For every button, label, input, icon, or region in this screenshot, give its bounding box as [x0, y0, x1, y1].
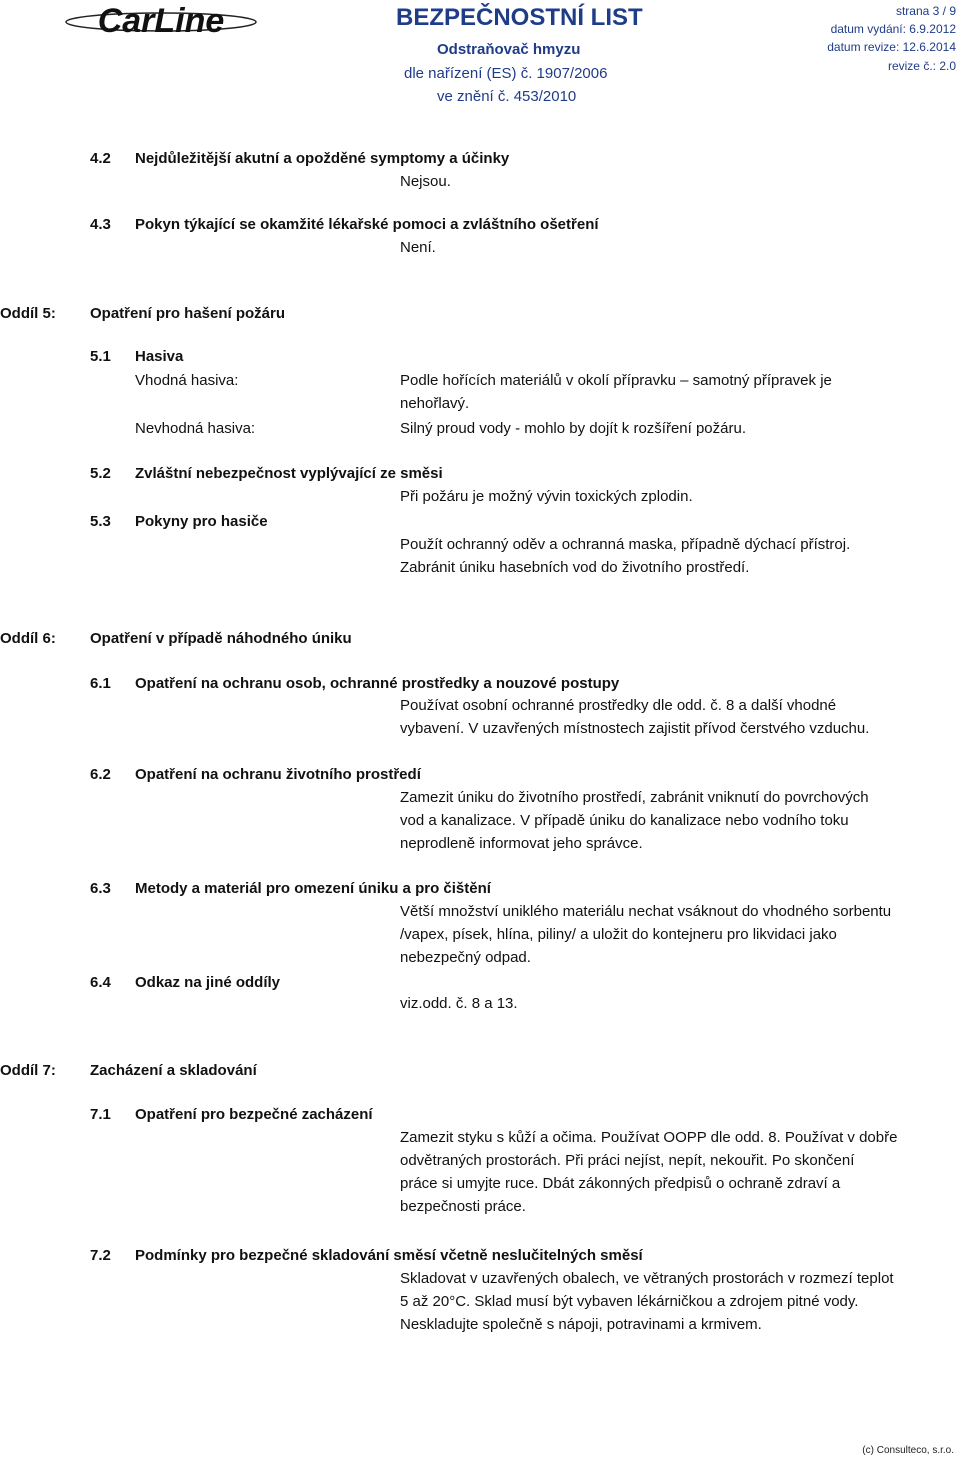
text-line: odvětraných prostorách. Při práci nejíst, nepít, nekouřit. Po skončení — [400, 1152, 855, 1169]
subsection-number: 7.1 — [90, 1106, 111, 1123]
revision-number: revize č.: 2.0 — [887, 59, 956, 73]
issue-date: datum vydání: 6.9.2012 — [830, 22, 956, 36]
subsection-number: 6.4 — [90, 974, 111, 991]
text-line: viz.odd. č. 8 a 13. — [400, 995, 518, 1012]
copyright: (c) Consulteco, s.r.o. — [862, 1445, 954, 1456]
text-line: /vapex, písek, hlína, piliny/ a uložit do kontejneru pro likvidaci jako — [400, 926, 837, 943]
regulation: dle nařízení (ES) č. 1907/2006 — [404, 65, 608, 82]
text-line: Při požáru je možný vývin toxických zplodin. — [400, 488, 693, 505]
subsection-number: 7.2 — [90, 1247, 111, 1264]
text-line: Není. — [400, 239, 436, 256]
subsection-title: Opatření na ochranu osob, ochranné prostředky a nouzové postupy — [135, 675, 620, 692]
subsection-number: 6.2 — [90, 766, 111, 783]
text-line: 5 až 20°C. Sklad musí být vybaven lékárničkou a zdrojem pitné vody. — [400, 1293, 859, 1310]
subsection-number: 4.3 — [90, 216, 111, 233]
text-line: Nejsou. — [400, 173, 451, 190]
field-label: Vhodná hasiva: — [135, 372, 239, 389]
text-line: nehořlavý. — [400, 395, 470, 412]
section-label: Oddíl 7: — [0, 1062, 56, 1079]
subsection-title: Pokyny pro hasiče — [135, 513, 268, 530]
carline-logo — [64, 0, 258, 44]
subsection-title: Odkaz na jiné oddíly — [135, 974, 281, 991]
subsection-title: Opatření na ochranu životního prostředí — [135, 766, 421, 783]
text-line: Skladovat v uzavřených obalech, ve větraných prostorách v rozmezí teplot — [400, 1270, 894, 1287]
subsection-number: 5.1 — [90, 348, 111, 365]
product-name: Odstraňovač hmyzu — [437, 41, 581, 58]
subsection-title: Pokyn týkající se okamžité lékařské pomoci a zvláštního ošetření — [135, 216, 599, 233]
section-title: Opatření pro hašení požáru — [90, 305, 286, 322]
text-line: Použít ochranný oděv a ochranná maska, případně dýchací přístroj. — [400, 536, 851, 553]
text-line: Podle hořících materiálů v okolí přípravku – samotný přípravek je — [400, 372, 832, 389]
section-title: Opatření v případě náhodného úniku — [90, 630, 352, 647]
revision-date: datum revize: 12.6.2014 — [827, 40, 956, 54]
subsection-number: 5.3 — [90, 513, 111, 530]
text-line: Větší množství uniklého materiálu nechat vsáknout do vhodného sorbentu — [400, 903, 892, 920]
text-line: Používat osobní ochranné prostředky dle odd. č. 8 a další vhodné — [400, 697, 837, 714]
text-line: nebezpečný odpad. — [400, 949, 531, 966]
text-line: Silný proud vody - mohlo by dojít k rozšíření požáru. — [400, 420, 746, 437]
subsection-title: Hasiva — [135, 348, 184, 365]
text-line: práce si umyjte ruce. Dbát zákonných předpisů o ochraně zdraví a — [400, 1175, 841, 1192]
text-line: bezpečnosti práce. — [400, 1198, 526, 1215]
text-line: Zamezit styku s kůží a očima. Používat OOPP dle odd. 8. Používat v dobře — [400, 1129, 898, 1146]
subsection-number: 5.2 — [90, 465, 111, 482]
carline-logo-graphic — [64, 0, 258, 44]
subsection-number: 6.3 — [90, 880, 111, 897]
subsection-number: 4.2 — [90, 150, 111, 167]
amendment: ve znění č. 453/2010 — [437, 88, 577, 105]
text-line: neprodleně informovat jeho správce. — [400, 835, 643, 852]
subsection-title: Nejdůležitější akutní a opožděné symptomy a účinky — [135, 150, 510, 167]
subsection-title: Zvláštní nebezpečnost vyplývající ze směsi — [135, 465, 443, 482]
subsection-title: Podmínky pro bezpečné skladování směsí včetně neslučitelných směsí — [135, 1247, 643, 1264]
text-line: Zamezit úniku do životního prostředí, zabránit vniknutí do povrchových — [400, 789, 869, 806]
svg-text:CarLine: CarLine — [97, 2, 225, 40]
section-label: Oddíl 6: — [0, 630, 56, 647]
text-line: Neskladujte společně s nápoji, potravinami a krmivem. — [400, 1316, 762, 1333]
text-line: vod a kanalizace. V případě úniku do kanalizace nebo vodního toku — [400, 812, 849, 829]
subsection-title: Metody a materiál pro omezení úniku a pro čištění — [135, 880, 491, 897]
document-title: BEZPEČNOSTNÍ LIST — [396, 4, 643, 31]
text-line: vybavení. V uzavřených místnostech zajistit přívod čerstvého vzduchu. — [400, 720, 870, 737]
section-label: Oddíl 5: — [0, 305, 56, 322]
subsection-number: 6.1 — [90, 675, 111, 692]
field-label: Nevhodná hasiva: — [135, 420, 256, 437]
subsection-title: Opatření pro bezpečné zacházení — [135, 1106, 373, 1123]
page-number: strana 3 / 9 — [895, 4, 956, 18]
section-title: Zacházení a skladování — [90, 1062, 257, 1079]
text-line: Zabránit úniku hasebních vod do životního prostředí. — [400, 559, 750, 576]
